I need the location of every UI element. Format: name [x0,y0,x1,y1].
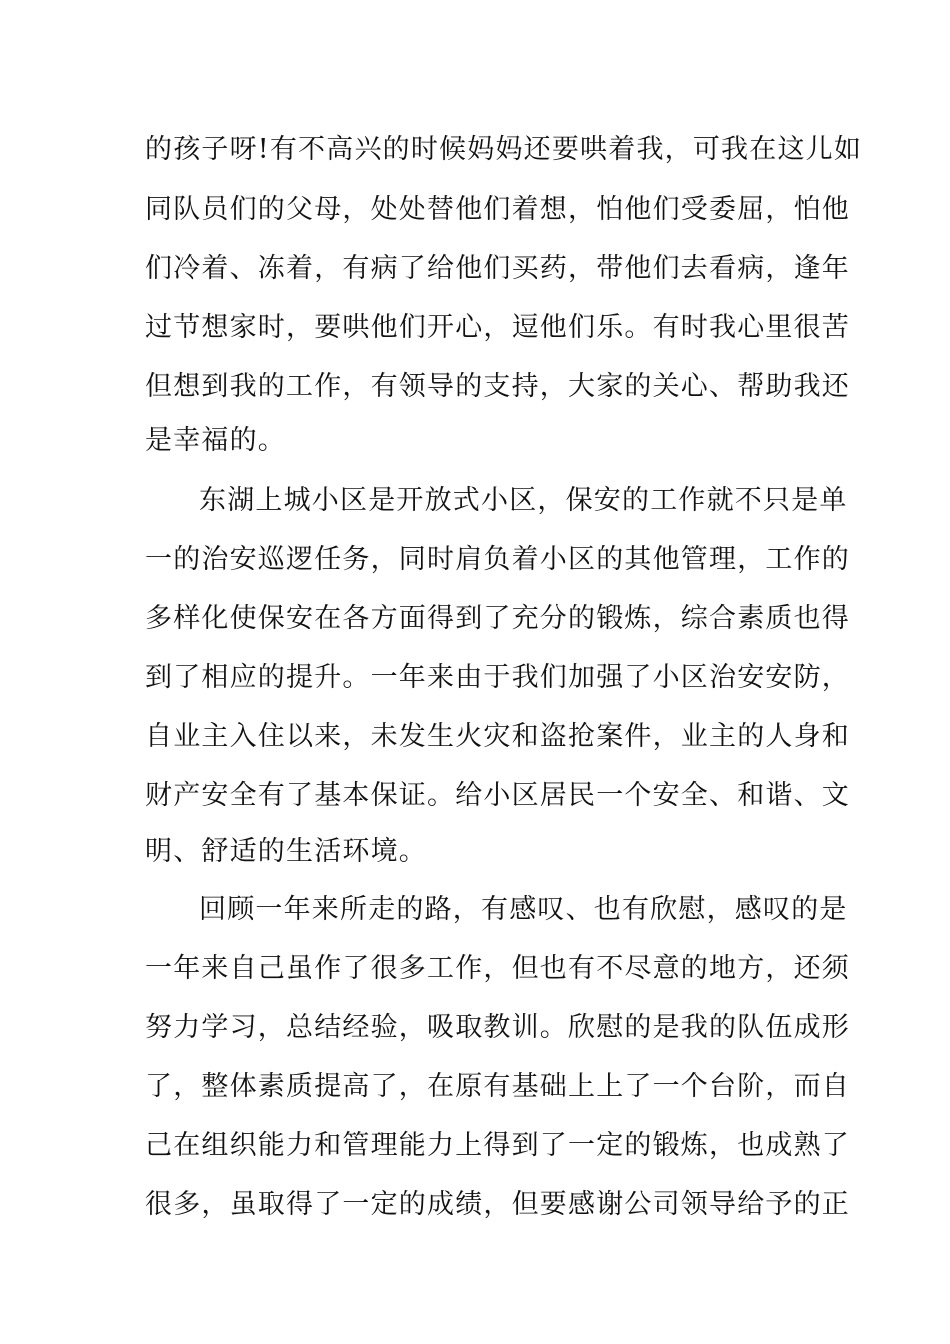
paragraph-1-line-1: 的孩子呀!有不高兴的时候妈妈还要哄着我，可我在这儿如 [145,134,863,165]
paragraph-3-line-4: 了，整体素质提高了，在原有基础上上了一个台阶，而自 [145,1071,850,1102]
paragraph-2-line-1: 东湖上城小区是开放式小区，保安的工作就不只是单 [199,485,848,516]
paragraph-1-line-4: 过节想家时，要哄他们开心，逗他们乐。有时我心里很苦 [145,312,850,343]
paragraph-2-line-4: 到了相应的提升。一年来由于我们加强了小区治安安防， [145,662,850,693]
paragraph-2-line-7: 明、舒适的生活环境。 [145,836,427,867]
paragraph-1-line-6: 是幸福的。 [145,425,286,456]
paragraph-2-line-5: 自业主入住以来，未发生火灾和盗抢案件，业主的人身和 [145,721,850,752]
paragraph-2-line-6: 财产安全有了基本保证。给小区居民一个安全、和谐、文 [145,780,850,811]
paragraph-3-line-3: 努力学习，总结经验，吸取教训。欣慰的是我的队伍成形 [145,1012,850,1043]
paragraph-3-line-6: 很多，虽取得了一定的成绩，但要感谢公司领导给予的正 [145,1189,850,1220]
paragraph-3-line-5: 己在组织能力和管理能力上得到了一定的锻炼，也成熟了 [145,1130,850,1161]
paragraph-2-line-3: 多样化使保安在各方面得到了充分的锻炼，综合素质也得 [145,603,850,634]
paragraph-3-line-2: 一年来自己虽作了很多工作，但也有不尽意的地方，还须 [145,953,850,984]
paragraph-3-line-1: 回顾一年来所走的路，有感叹、也有欣慰，感叹的是 [199,894,848,925]
paragraph-1-line-5: 但想到我的工作，有领导的支持，大家的关心、帮助我还 [145,371,850,402]
paragraph-1-line-2: 同队员们的父母，处处替他们着想，怕他们受委屈，怕他 [145,194,850,225]
paragraph-1-line-3: 们冷着、冻着，有病了给他们买药，带他们去看病，逢年 [145,253,850,284]
paragraph-2-line-2: 一的治安巡逻任务，同时肩负着小区的其他管理，工作的 [145,544,850,575]
